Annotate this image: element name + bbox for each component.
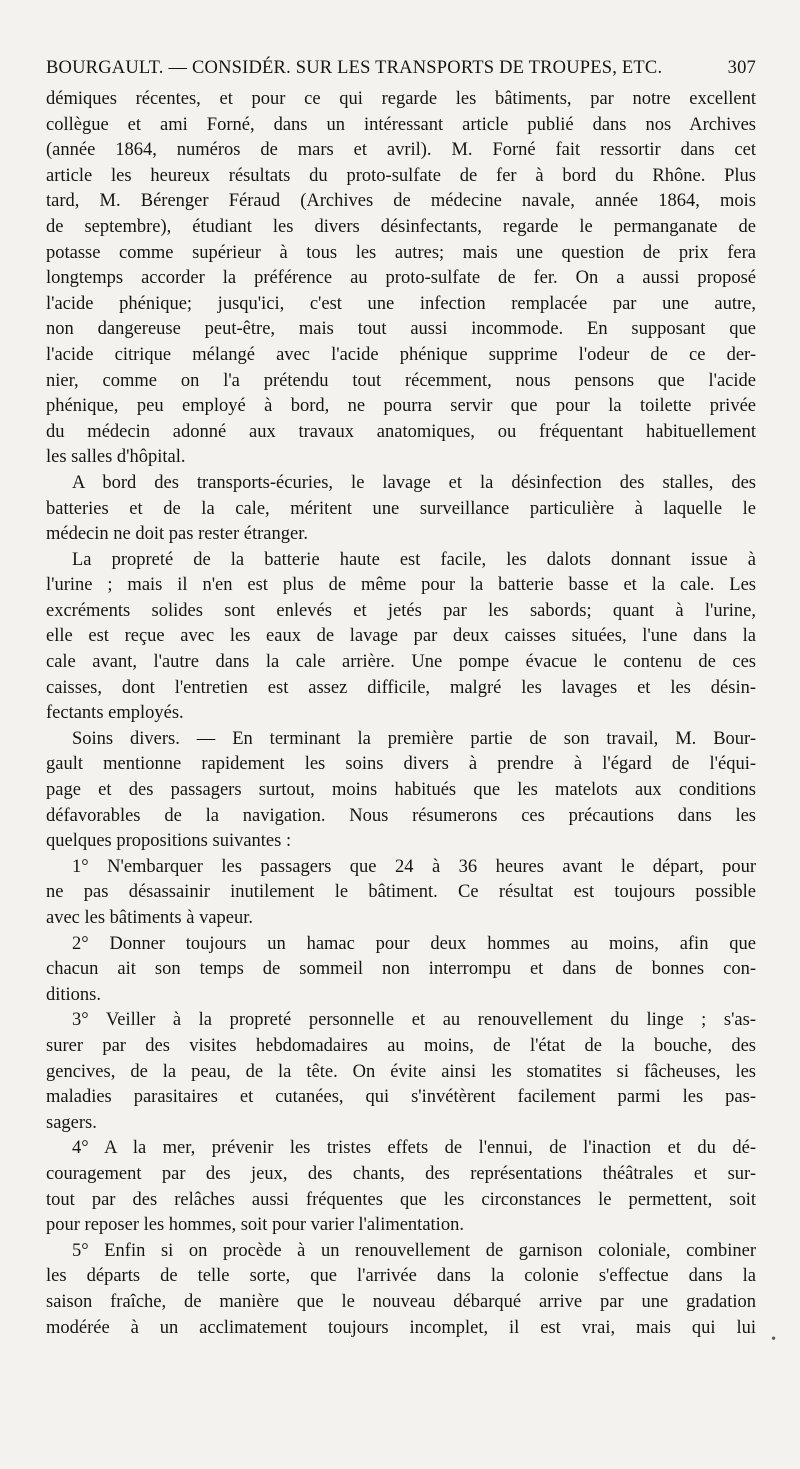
text-line: caisses, dont l'entretien est assez difficile, malgré les lavages et les désin- (46, 677, 756, 698)
text-line: page et des passagers surtout, moins habitués que les matelots aux conditions (46, 780, 756, 801)
text-line: 5° Enfin si on procède à un renouvellement de garnison coloniale, combiner (72, 1240, 756, 1261)
text-line: médecin ne doit pas rester étranger. (46, 524, 308, 545)
text-line: phénique, peu employé à bord, ne pourra servir que pour la toilette privée (46, 396, 756, 417)
text-line: l'acide citrique mélangé avec l'acide phénique supprime l'odeur de ce der- (46, 344, 756, 365)
text-line: de septembre), étudiant les divers désinfectants, regarde le permanganate de (46, 216, 756, 237)
text-line: sagers. (46, 1112, 97, 1133)
text-line: A bord des transports-écuries, le lavage et la désinfection des stalles, des (72, 472, 756, 493)
text-line: 4° A la mer, prévenir les tristes effets de l'ennui, de l'inaction et du dé- (72, 1138, 756, 1159)
text-line: couragement par des jeux, des chants, des représentations théâtrales et sur- (46, 1163, 756, 1184)
text-line: elle est reçue avec les eaux de lavage par deux caisses situées, l'une dans la (46, 626, 756, 647)
text-line: avec les bâtiments à vapeur. (46, 908, 254, 928)
text-line: saison fraîche, de manière que le nouveau débarqué arrive par une gradation (46, 1291, 756, 1312)
text-line: gencives, de la peau, de la tête. On évite ainsi les stomatites si fâcheuses, les (46, 1061, 756, 1082)
text-line: les départs de telle sorte, que l'arrivée dans la colonie s'effectue dans la (46, 1266, 756, 1287)
body-text (46, 87, 756, 1341)
text-line: non dangereuse peut-être, mais tout aussi incommode. En supposant que (46, 319, 756, 340)
page-number: 307 (727, 58, 756, 78)
margin-dot: • (771, 1332, 776, 1347)
text-line: défavorables de la navigation. Nous résumerons ces précautions dans les (46, 805, 756, 826)
text-line: tard, M. Bérenger Féraud (Archives de médecine navale, année 1864, mois (46, 191, 756, 212)
text-line: chacun ait son temps de sommeil non interrompu et dans de bonnes con- (46, 959, 756, 980)
text-line: l'urine ; mais il n'en est plus de même pour la batterie basse et la cale. Les (46, 575, 756, 596)
text-line: tout par des relâches aussi fréquentes que les circonstances le permettent, soit (46, 1189, 756, 1210)
text-line: La propreté de la batterie haute est facile, les dalots donnant issue à (72, 549, 756, 570)
text-line: Soins divers. — En terminant la première partie de son travail, M. Bour- (72, 728, 756, 749)
text-line: longtemps accorder la préférence au proto-sulfate de fer. On a aussi proposé (46, 268, 756, 289)
text-line: fectants employés. (46, 703, 184, 724)
text-line: les salles d'hôpital. (46, 447, 186, 468)
text-line: démiques récentes, et pour ce qui regarde les bâtiments, par notre excellent (46, 89, 756, 109)
text-line: 3° Veiller à la propreté personnelle et au renouvellement du linge ; s'as- (72, 1010, 756, 1031)
text-line: batteries et de la cale, méritent une surveillance particulière à laquelle le (46, 498, 756, 519)
text-line: du médecin adonné aux travaux anatomiques, ou fréquentant habituellement (46, 421, 756, 442)
text-line: 1° N'embarquer les passagers que 24 à 36 heures avant le départ, pour (72, 856, 756, 877)
text-line: maladies parasitaires et cutanées, qui s'invétèrent facilement parmi les pas- (46, 1087, 756, 1108)
text-line: article les heureux résultats du proto-sulfate de fer à bord du Rhône. Plus (46, 165, 756, 186)
text-line: ditions. (46, 984, 101, 1005)
text-line: ne pas désassainir inutilement le bâtiment. Ce résultat est toujours possible (46, 882, 756, 903)
text-line: gault mentionne rapidement les soins divers à prendre à l'égard de l'équi- (46, 754, 756, 775)
running-header (46, 58, 756, 79)
text-line: excréments solides sont enlevés et jetés par les sabords; quant à l'urine, (46, 600, 756, 621)
text-line: collègue et ami Forné, dans un intéressant article publié dans nos Archives (46, 114, 756, 135)
running-title: BOURGAULT. — CONSIDÉR. SUR LES TRANSPORTS DE TROUPES, ETC. (46, 58, 663, 78)
text-line: potasse comme supérieur à tous les autres; mais une question de prix fera (46, 242, 756, 263)
text-line: nier, comme on l'a prétendu tout récemment, nous pensons que l'acide (46, 370, 756, 391)
text-line: cale avant, l'autre dans la cale arrière. Une pompe évacue le contenu de ces (46, 652, 756, 673)
text-line: (année 1864, numéros de mars et avril). M. Forné fait ressortir dans cet (46, 140, 756, 161)
text-line: l'acide phénique; jusqu'ici, c'est une infection remplacée par une autre, (46, 293, 756, 314)
text-line: pour reposer les hommes, soit pour varier l'alimentation. (46, 1215, 464, 1236)
text-line: surer par des visites hebdomadaires au moins, de l'état de la bouche, des (46, 1035, 756, 1056)
text-line: modérée à un acclimatement toujours incomplet, il est vrai, mais qui lui (46, 1317, 756, 1338)
text-line: quelques propositions suivantes : (46, 831, 292, 852)
text-line: 2° Donner toujours un hamac pour deux hommes au moins, afin que (72, 933, 756, 954)
